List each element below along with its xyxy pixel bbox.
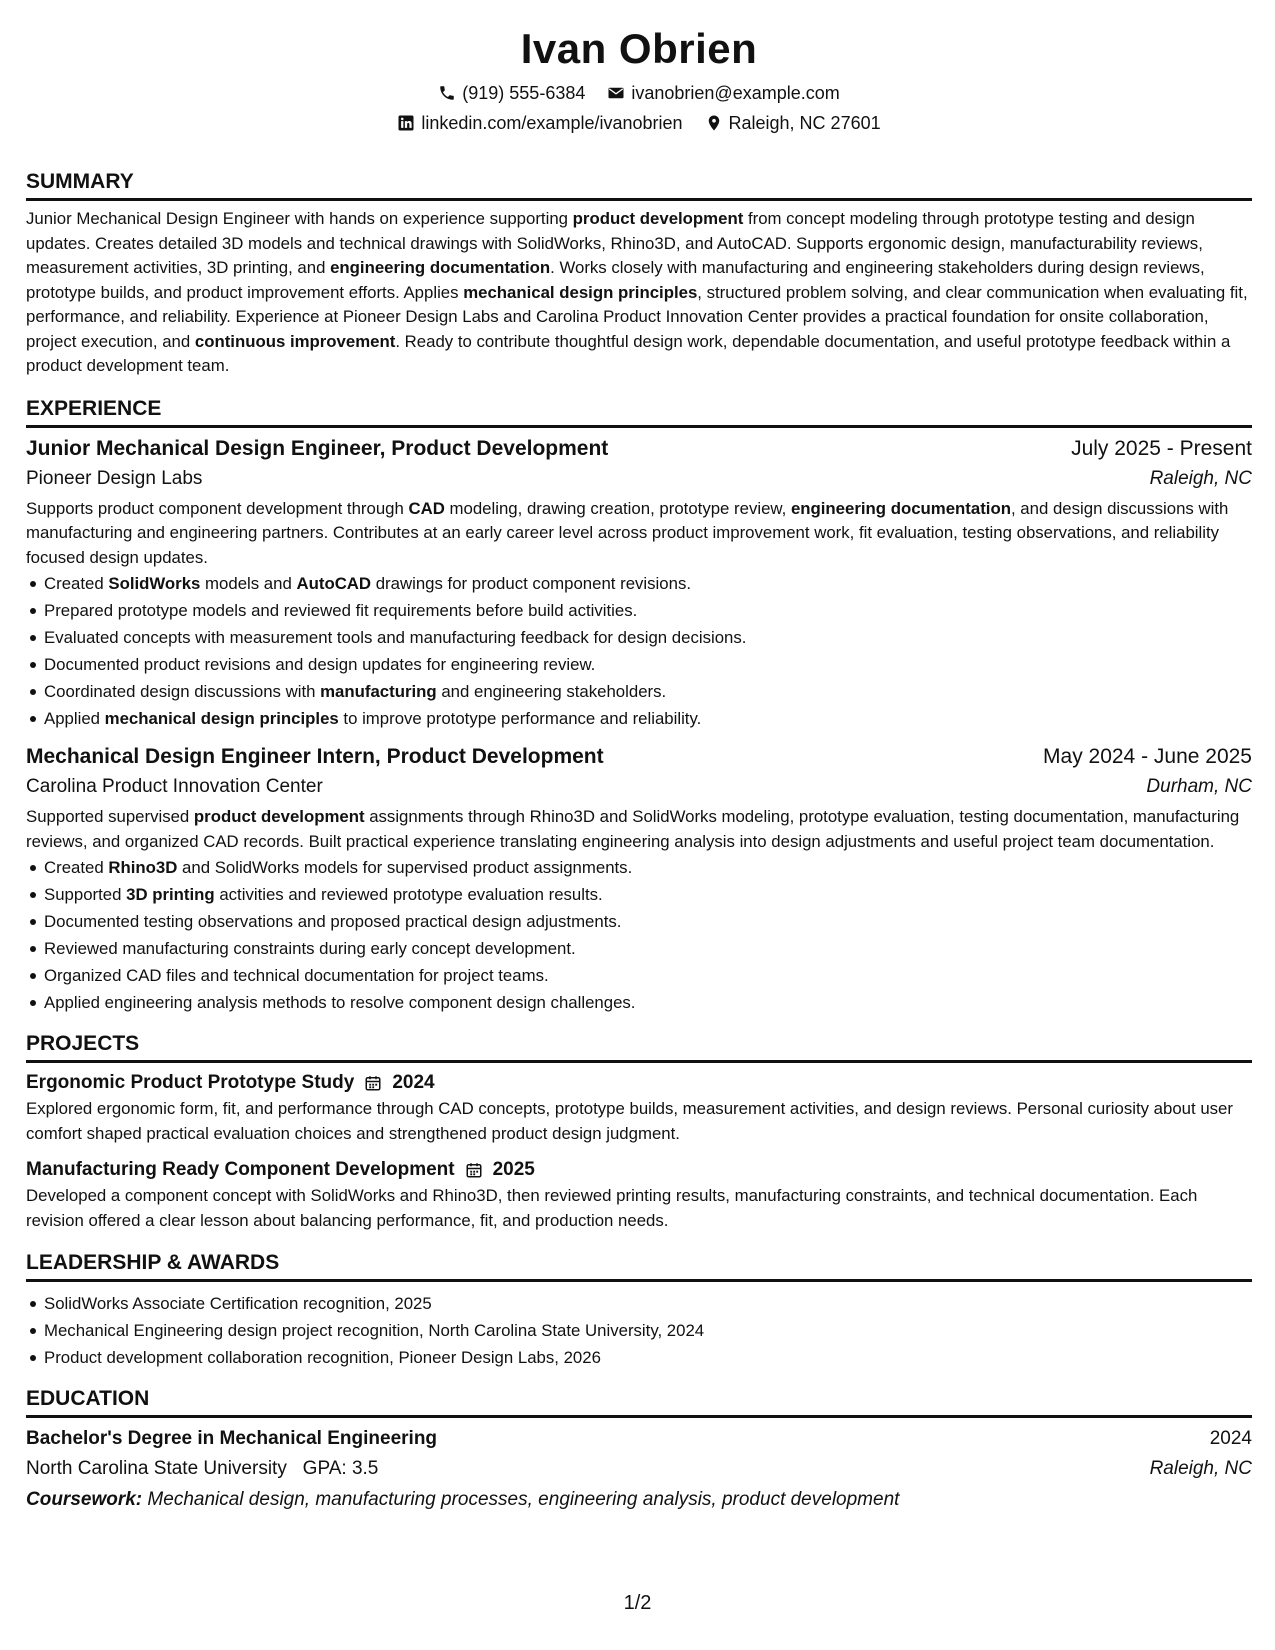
desc-part: Supports product component development through	[26, 498, 409, 518]
list-item: SolidWorks Associate Certification recognition, 2025	[26, 1290, 1252, 1317]
project-header	[26, 1156, 1252, 1184]
project-header	[26, 1069, 1252, 1097]
phone-number: (919) 555-6384	[462, 83, 586, 103]
job-bullets	[26, 854, 1252, 1016]
bullet-text: and engineering stakeholders.	[436, 682, 667, 701]
bullet-keyword: SolidWorks	[108, 574, 201, 593]
coursework	[26, 1487, 1252, 1513]
contact-row-1	[26, 78, 1252, 108]
phone-contact	[438, 78, 585, 108]
job-description	[26, 497, 1252, 571]
bullet-text: Documented product revisions and design updates for engineering review.	[44, 655, 596, 674]
project-entry	[26, 1156, 1252, 1233]
list-item	[26, 570, 1252, 597]
list-item: Mechanical Engineering design project recognition, North Carolina State University, 2024	[26, 1317, 1252, 1344]
list-item	[26, 854, 1252, 881]
summary-keyword: continuous improvement	[194, 331, 396, 351]
project-year: 2024	[392, 1072, 435, 1093]
list-item	[26, 935, 1252, 962]
desc-part: , and design discussions with manufacturing and engineering partners. Contributes at an early career level across product improvement work, fit evaluation, testing observations, and reliability focused design updates.	[26, 498, 1229, 567]
map-pin-icon	[705, 114, 723, 132]
bullet-text: Applied	[44, 709, 105, 728]
desc-keyword: engineering documentation	[790, 498, 1011, 518]
coursework-label: Coursework:	[26, 1489, 143, 1510]
school-line	[26, 1454, 378, 1484]
school-name: North Carolina State University	[26, 1458, 287, 1479]
job-company: Pioneer Design Labs	[26, 467, 203, 489]
bullet-text: Documented testing observations and proposed practical design adjustments.	[44, 912, 622, 931]
phone-icon	[438, 84, 456, 102]
summary-part: from concept modeling through prototype testing and design updates. Creates detailed 3D models and technical drawings with SolidWorks, Rhino3D, and AutoCAD. Supports ergonomic design, manufacturability reviews, measurement activities, 3D printing, and	[26, 209, 1203, 277]
coursework-list: Mechanical design, manufacturing processes, engineering analysis, product development	[147, 1489, 900, 1510]
project-description: Explored ergonomic form, fit, and performance through CAD concepts, prototype builds, measurement activities, and design reviews. Personal curiosity about user comfort shaped practical evaluation choices and strengthened product design judgment.	[26, 1099, 1233, 1143]
summary-section	[26, 168, 1252, 379]
bullet-text: drawings for product component revisions.	[371, 574, 691, 593]
job-entry	[26, 742, 1252, 1016]
job-subheader	[26, 464, 1252, 494]
job-title: Mechanical Design Engineer Intern, Product Development	[26, 745, 604, 768]
job-header	[26, 434, 1252, 464]
job-subheader	[26, 772, 1252, 802]
summary-part: Junior Mechanical Design Engineer with hands on experience supporting	[26, 209, 573, 228]
desc-part: modeling, drawing creation, prototype review,	[444, 498, 791, 518]
school-location: Raleigh, NC	[1149, 1458, 1252, 1479]
desc-keyword: product development	[193, 807, 365, 826]
summary-part: , structured problem solving, and clear communication when evaluating fit, performance, and reliability. Experience at Pioneer Design Labs and Carolina Product Innovation Center provides a practical foundation for onsite collaboration, project execution, and	[26, 282, 1248, 351]
education-section	[26, 1385, 1252, 1513]
job-dates: July 2025 - Present	[1071, 436, 1252, 460]
linkedin-contact[interactable]	[397, 108, 682, 138]
bullet-text: Supported	[44, 885, 127, 904]
candidate-name: Ivan Obrien	[520, 25, 758, 72]
bullet-text: Evaluated concepts with measurement tools and manufacturing feedback for design decisions.	[44, 628, 747, 647]
list-item	[26, 678, 1252, 705]
email-address[interactable]: ivanobrien@example.com	[631, 83, 840, 103]
bullet-text: Reviewed manufacturing constraints during early concept development.	[44, 939, 576, 958]
job-title: Junior Mechanical Design Engineer, Product Development	[26, 436, 609, 460]
calendar-icon	[465, 1161, 483, 1179]
linkedin-url[interactable]: linkedin.com/example/ivanobrien	[421, 113, 683, 133]
list-item	[26, 962, 1252, 989]
education-header	[26, 1424, 1252, 1454]
bullet-text: Prepared prototype models and reviewed fit requirements before build activities.	[44, 601, 638, 620]
degree-name: Bachelor's Degree in Mechanical Engineering	[26, 1428, 438, 1449]
list-item	[26, 597, 1252, 624]
desc-part: Supported supervised	[26, 807, 194, 826]
projects-section	[26, 1030, 1252, 1233]
summary-part: . Works closely with manufacturing and engineering stakeholders during design reviews, prototype builds, and product improvement efforts. Applies	[26, 258, 1205, 302]
envelope-icon	[607, 84, 625, 102]
list-item	[26, 705, 1252, 732]
bullet-keyword: AutoCAD	[296, 574, 372, 593]
summary-text	[26, 207, 1252, 379]
project-year: 2025	[492, 1159, 535, 1180]
project-name: Ergonomic Product Prototype Study	[26, 1072, 355, 1093]
bullet-keyword: 3D printing	[126, 885, 215, 904]
list-item	[26, 908, 1252, 935]
bullet-keyword: manufacturing	[320, 682, 437, 701]
bullet-text: models and	[200, 574, 297, 593]
bullet-text: and SolidWorks models for supervised product assignments.	[177, 858, 633, 877]
bullet-text: Organized CAD files and technical documentation for project teams.	[44, 966, 549, 985]
bullet-text: Applied engineering analysis methods to resolve component design challenges.	[44, 993, 636, 1012]
bullet-text: activities and reviewed prototype evaluation results.	[214, 885, 603, 904]
leadership-heading: LEADERSHIP & AWARDS	[26, 1249, 1252, 1282]
education-heading: EDUCATION	[26, 1385, 1252, 1418]
bullet-keyword: Rhino3D	[108, 858, 178, 877]
list-item	[26, 989, 1252, 1016]
location-text: Raleigh, NC 27601	[728, 113, 881, 133]
job-dates: May 2024 - June 2025	[1043, 745, 1252, 768]
list-item	[26, 651, 1252, 678]
resume-page	[26, 20, 1252, 1513]
email-contact[interactable]	[607, 78, 839, 108]
job-header	[26, 742, 1252, 772]
experience-heading: EXPERIENCE	[26, 395, 1252, 428]
education-subheader	[26, 1454, 1252, 1484]
job-bullets	[26, 570, 1252, 732]
page-number: 1/2	[623, 1592, 652, 1614]
contact-row-2	[26, 108, 1252, 138]
list-item: Product development collaboration recognition, Pioneer Design Labs, 2026	[26, 1344, 1252, 1371]
location-contact	[705, 108, 881, 138]
calendar-icon	[364, 1074, 382, 1092]
job-description	[26, 805, 1252, 854]
job-location: Raleigh, NC	[1149, 467, 1252, 489]
job-location: Durham, NC	[1146, 776, 1252, 797]
desc-part: assignments through Rhino3D and SolidWorks modeling, prototype evaluation, testing documentation, manufacturing reviews, and organized CAD records. Built practical experience translating engineering analysis into design adjustments and useful project team documentation.	[26, 807, 1240, 851]
desc-keyword: CAD	[408, 498, 445, 518]
graduation-year: 2024	[1209, 1428, 1252, 1449]
experience-section	[26, 395, 1252, 1017]
job-entry	[26, 434, 1252, 733]
bullet-text: Created	[44, 574, 109, 593]
bullet-text: to improve prototype performance and reliability.	[338, 709, 702, 728]
list-item	[26, 624, 1252, 651]
project-description: Developed a component concept with SolidWorks and Rhino3D, then reviewed printing results, manufacturing constraints, and technical documentation. Each revision offered a clear lesson about balancing performance, fit, and production needs.	[26, 1186, 1198, 1230]
bullet-text: Coordinated design discussions with	[44, 682, 321, 701]
project-entry	[26, 1069, 1252, 1146]
gpa: GPA: 3.5	[302, 1458, 379, 1479]
summary-part: . Ready to contribute thoughtful design work, dependable documentation, and useful prototype feedback within a product development team.	[26, 331, 1231, 375]
projects-heading: PROJECTS	[26, 1030, 1252, 1063]
summary-keyword: product development	[572, 209, 744, 228]
leadership-section	[26, 1249, 1252, 1371]
project-name: Manufacturing Ready Component Development	[26, 1159, 455, 1180]
list-item	[26, 881, 1252, 908]
job-company: Carolina Product Innovation Center	[26, 776, 323, 797]
linkedin-icon	[397, 114, 415, 132]
bullet-keyword: mechanical design principles	[104, 709, 339, 728]
summary-keyword: engineering documentation	[330, 258, 551, 277]
summary-heading: SUMMARY	[26, 168, 1252, 201]
awards-list	[26, 1290, 1252, 1371]
summary-keyword: mechanical design principles	[463, 282, 698, 302]
bullet-text: Created	[44, 858, 109, 877]
